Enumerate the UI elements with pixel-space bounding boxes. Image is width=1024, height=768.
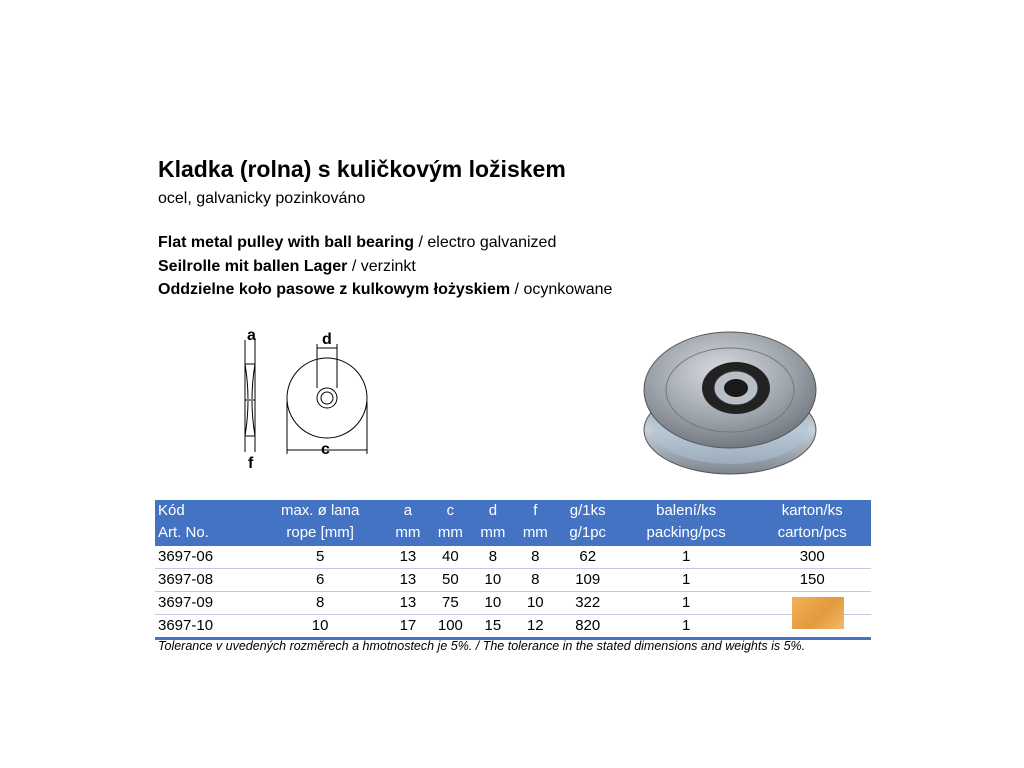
col-header: g/1ks [557,500,619,522]
col-header: karton/ks [753,500,871,522]
cell: 8 [514,569,556,592]
col-header: rope [mm] [254,522,387,545]
cell-code: 3697-08 [155,569,254,592]
col-header: d [472,500,514,522]
cell: 10 [472,592,514,615]
col-header: mm [472,522,514,545]
label-d: d [322,331,332,348]
cell-code: 3697-09 [155,592,254,615]
translation-pl: Oddzielne koło pasowe z kulkowym łożyskiem / ocynkowane [158,281,613,298]
col-header: Art. No. [155,522,254,545]
col-header: balení/ks [619,500,754,522]
cell: 100 [429,615,472,639]
cell: 13 [387,592,429,615]
col-header: a [387,500,429,522]
cell: 12 [514,615,556,639]
cell: 50 [429,569,472,592]
col-header: g/1pc [557,522,619,545]
page-subtitle: ocel, galvanicky pozinkováno [158,190,366,207]
table-row [155,569,871,592]
table-header-row [155,522,871,545]
cell: 10 [472,569,514,592]
col-header: c [429,500,472,522]
cell: 13 [387,569,429,592]
cell: 322 [557,592,619,615]
table-row [155,545,871,569]
cell: 1 [619,592,754,615]
cell: 8 [514,545,556,569]
cell: 5 [254,545,387,569]
cell: 300 [753,545,871,569]
specs-table [155,500,871,640]
cell: 1 [619,615,754,639]
cell: 13 [387,545,429,569]
cell: 10 [254,615,387,639]
table-row [155,592,871,615]
cell: 1 [619,545,754,569]
table-row [155,615,871,639]
cell: 8 [472,545,514,569]
pulley-photo [640,330,820,480]
table-header-row [155,500,871,522]
cell: 75 [429,592,472,615]
col-header: packing/pcs [619,522,754,545]
cell: 40 [429,545,472,569]
cell: 150 [753,569,871,592]
label-c: c [321,441,330,458]
translation-en: Flat metal pulley with ball bearing / electro galvanized [158,234,557,251]
col-header: Kód [155,500,254,522]
cell: 1 [619,569,754,592]
cell-code: 3697-10 [155,615,254,639]
col-header: carton/pcs [753,522,871,545]
col-header: mm [429,522,472,545]
cell: 109 [557,569,619,592]
tolerance-note: Tolerance v uvedených rozměrech a hmotnostech je 5%. / The tolerance in the stated dimensions and weights is 5%. [158,639,806,653]
cell: 62 [557,545,619,569]
label-f: f [248,455,254,472]
col-header: f [514,500,556,522]
cell: 6 [254,569,387,592]
cell: 17 [387,615,429,639]
page-title: Kladka (rolna) s kuličkovým ložiskem [158,156,566,182]
col-header: mm [514,522,556,545]
dimension-diagram [230,322,390,472]
cell: 820 [557,615,619,639]
col-header: max. ø lana [254,500,387,522]
cell-code: 3697-06 [155,545,254,569]
label-a: a [247,327,256,344]
wood-sticker-overlay [792,597,844,629]
cell: 15 [472,615,514,639]
cell: 8 [254,592,387,615]
cell: 10 [514,592,556,615]
col-header: mm [387,522,429,545]
translation-de: Seilrolle mit ballen Lager / verzinkt [158,258,416,275]
